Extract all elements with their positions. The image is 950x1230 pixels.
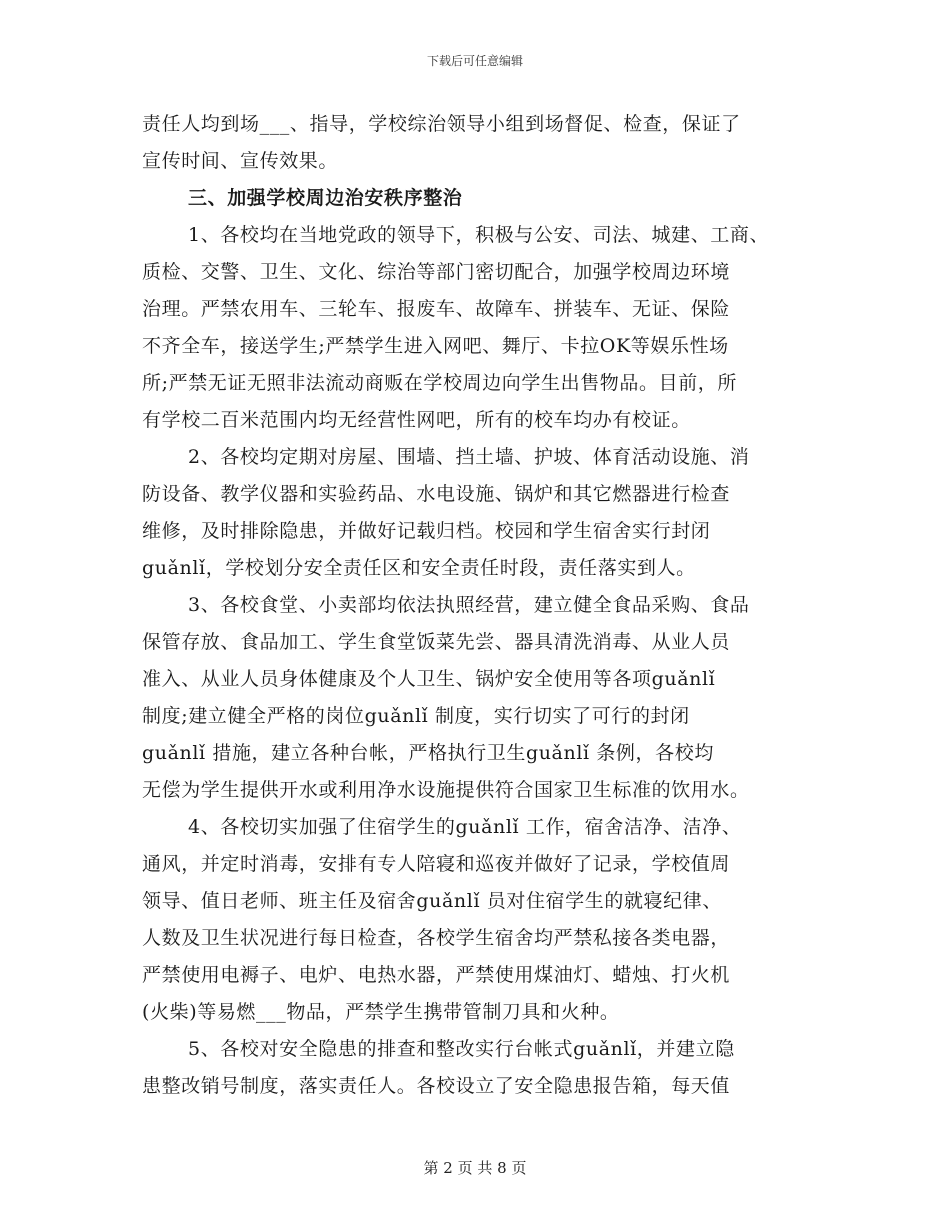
text-line: 领导、值日老师、班主任及宿舍guǎnlǐ 员对住宿学生的就寝纪律、 — [142, 890, 722, 912]
text-line: 通风，并定时消毒，安排有专人陪寝和巡夜并做好了记录，学校值周 — [142, 853, 731, 875]
page-footer: 第 2 页 共 8 页 — [423, 1159, 527, 1177]
text-line: 2、各校均定期对房屋、围墙、挡土墙、护坡、体育活动设施、消 — [188, 446, 750, 468]
text-line: (火柴)等易燃___物品，严禁学生携带管制刀具和火种。 — [142, 1001, 620, 1023]
text-line: 维修，及时排除隐患，并做好记载归档。校园和学生宿舍实行封闭 — [142, 520, 711, 542]
text-line: 所;严禁无证无照非法流动商贩在学校周边向学生出售物品。目前，所 — [142, 372, 738, 394]
text-line: 质检、交警、卫生、文化、综治等部门密切配合，加强学校周边环境 — [142, 261, 731, 283]
section-heading: 三、加强学校周边治安秩序整治 — [188, 187, 463, 209]
text-line: 治理。严禁农用车、三轮车、报废车、故障车、拼装车、无证、保险 — [142, 298, 731, 320]
text-line: guǎnlǐ 措施，建立各种台帐，严格执行卫生guǎnlǐ 条例，各校均 — [142, 742, 714, 764]
text-line: 防设备、教学仪器和实验药品、水电设施、锅炉和其它燃器进行检查 — [142, 483, 731, 505]
text-line: 患整改销号制度，落实责任人。各校设立了安全隐患报告箱，每天值 — [142, 1075, 731, 1097]
text-line: 无偿为学生提供开水或利用净水设施提供符合国家卫生标准的饮用水。 — [142, 779, 750, 801]
text-line: 准入、从业人员身体健康及个人卫生、锅炉安全使用等各项guǎnlǐ — [142, 668, 716, 690]
text-line: 4、各校切实加强了住宿学生的guǎnlǐ 工作，宿舍洁净、洁净、 — [188, 816, 742, 838]
text-line: 严禁使用电褥子、电炉、电热水器，严禁使用煤油灯、蜡烛、打火机 — [142, 964, 731, 986]
text-line: 责任人均到场___、指导，学校综治领导小组到场督促、检查，保证了 — [142, 113, 741, 135]
text-line: 保管存放、食品加工、学生食堂饭菜先尝、器具清洗消毒、从业人员 — [142, 631, 731, 653]
text-line: 5、各校对安全隐患的排查和整改实行台帐式guǎnlǐ，并建立隐 — [188, 1038, 735, 1060]
text-line: 制度;建立健全严格的岗位guǎnlǐ 制度，实行切实了可行的封闭 — [142, 705, 690, 727]
text-line: guǎnlǐ，学校划分安全责任区和安全责任时段，责任落实到人。 — [142, 557, 696, 579]
text-line: 人数及卫生状况进行每日检查，各校学生宿舍均严禁私接各类电器， — [142, 927, 731, 949]
text-line: 1、各校均在当地党政的领导下，积极与公安、司法、城建、工商、 — [188, 224, 770, 246]
document-body — [142, 106, 822, 1105]
text-line: 3、各校食堂、小卖部均依法执照经营，建立健全食品采购、食品 — [188, 594, 750, 616]
text-line: 宣传时间、宣传效果。 — [142, 150, 339, 172]
page-header: 下载后可任意编辑 — [426, 54, 523, 68]
text-line: 有学校二百米范围内均无经营性网吧，所有的校车均办有校证。 — [142, 409, 691, 431]
text-line: 不齐全车，接送学生;严禁学生进入网吧、舞厅、卡拉OK等娱乐性场 — [142, 335, 729, 357]
